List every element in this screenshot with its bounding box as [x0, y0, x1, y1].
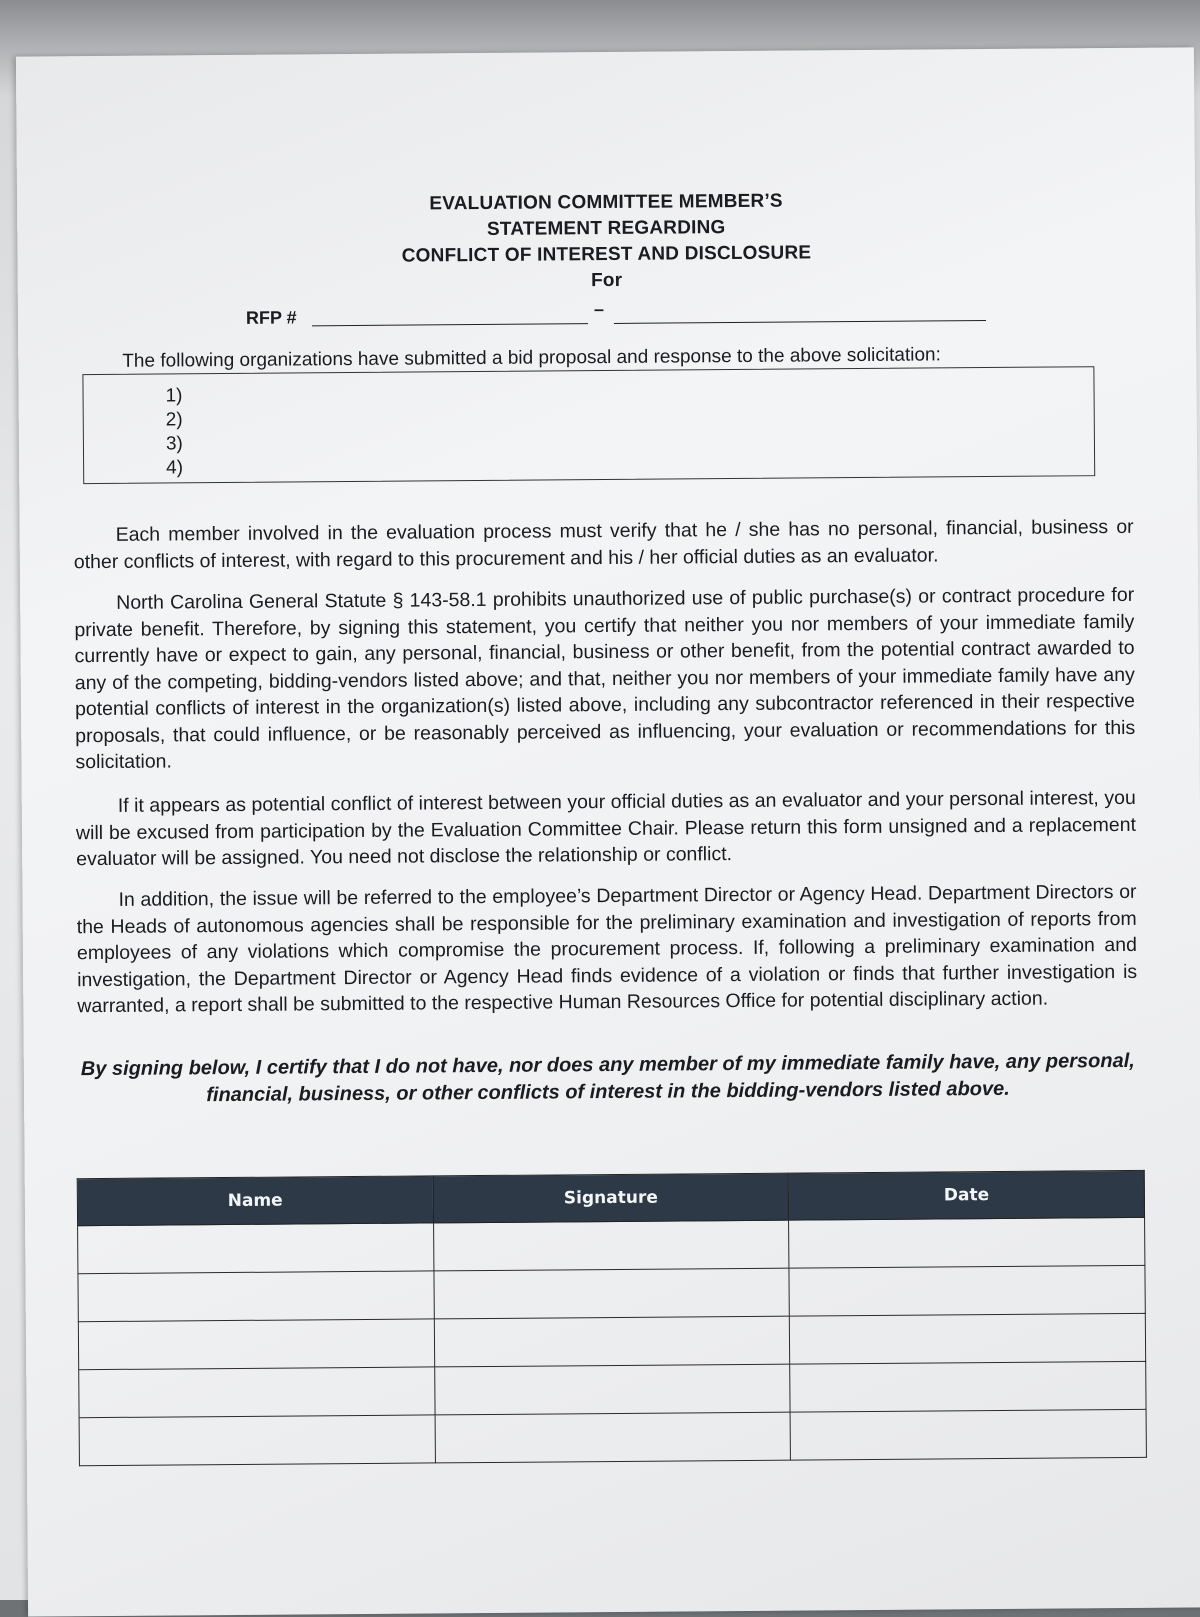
paragraph-verification: Each member involved in the evaluation process must verify that he / she has no personal, financial, business or other conflicts of interest, with regard to this procurement and his / her official duties as an evaluator.: [73, 515, 1134, 573]
rfp-title-field[interactable]: [614, 320, 986, 324]
table-row: [78, 1265, 1145, 1321]
signature-cell[interactable]: [435, 1412, 791, 1463]
title-line-3: CONFLICT OF INTEREST AND DISCLOSURE: [401, 242, 812, 267]
org-item-4[interactable]: 4): [166, 457, 184, 479]
date-cell[interactable]: [790, 1409, 1146, 1460]
organizations-box: [82, 366, 1095, 484]
rfp-number-field[interactable]: [312, 323, 588, 326]
header-signature: Signature: [433, 1173, 789, 1223]
org-item-1[interactable]: 1): [165, 385, 183, 407]
table-row: [78, 1313, 1145, 1369]
certification-statement: By signing below, I certify that I do not have, nor does any member of my immediate family have, any personal, financial, business, or other conflicts of interest in the bidding-vendors listed above.: [80, 1049, 1135, 1107]
organizations-intro: The following organizations have submitted a bid proposal and response to the above solicitation:: [122, 344, 941, 372]
header-date: Date: [788, 1170, 1144, 1220]
signature-cell[interactable]: [433, 1220, 789, 1271]
table-header-row: [77, 1170, 1144, 1225]
rfp-separator: –: [593, 299, 604, 320]
header-name: Name: [77, 1176, 433, 1226]
date-cell[interactable]: [789, 1217, 1145, 1268]
form-title: [17, 185, 1196, 298]
signature-cell[interactable]: [434, 1268, 790, 1319]
paragraph-referral: In addition, the issue will be referred to the employee’s Department Director or Agency Head. Department Directors or the Heads of autonomous agencies shall be responsible for the preliminary examination and investigation of reports from employees of any violations which compromise the procurement process. If, following a preliminary examination and investigation, the Department Director or Agency Head finds evidence of a violation or finds that further investigation is warranted, a report shall be submitted to the respective Human Resources Office for potential disciplinary action.: [76, 880, 1138, 1018]
org-item-3[interactable]: 3): [165, 433, 183, 455]
name-cell[interactable]: [78, 1319, 434, 1370]
date-cell[interactable]: [790, 1313, 1146, 1364]
rfp-label: RFP #: [245, 307, 297, 328]
org-item-2[interactable]: 2): [165, 409, 183, 431]
title-line-1: EVALUATION COMMITTEE MEMBER’S: [429, 190, 783, 215]
signature-cell[interactable]: [434, 1316, 790, 1367]
rfp-row: [245, 299, 986, 336]
table-row: [79, 1409, 1146, 1465]
name-cell[interactable]: [79, 1415, 435, 1466]
name-cell[interactable]: [78, 1223, 434, 1274]
date-cell[interactable]: [790, 1361, 1146, 1412]
table-row: [79, 1361, 1146, 1417]
name-cell[interactable]: [78, 1271, 434, 1322]
form-sheet: [16, 47, 1200, 1616]
paragraph-conflict: If it appears as potential conflict of interest between your official duties as an evaluator and your personal interest, you will be excused from participation by the Evaluation Committee Chair. Please return this form unsigned and a replacement evaluator will be assigned. You need not disclose the relationship or conflict.: [75, 786, 1137, 871]
table-row: [78, 1217, 1145, 1273]
signature-cell[interactable]: [434, 1364, 790, 1415]
signature-table: [77, 1170, 1147, 1466]
paragraph-statute: North Carolina General Statute § 143-58.1 prohibits unauthorized use of public purchase(s) or contract procedure for private benefit. Therefore, by signing this statement, you certify that neither you nor members of your immediate family currently have or expect to gain, any personal, financial, business or other benefit, from the potential contract awarded to any of the competing, bidding-vendors listed above; and that, neither you nor members of your immediate family have any potential conflicts of interest in the organization(s) listed above, including any subcontractor referenced in their respective proposals, that could influence, or be reasonably perceived as influencing, your evaluation or recommendations for this solicitation.: [74, 583, 1136, 774]
title-line-4: For: [590, 269, 623, 292]
name-cell[interactable]: [79, 1367, 435, 1418]
date-cell[interactable]: [789, 1265, 1145, 1316]
title-line-2: STATEMENT REGARDING: [486, 217, 726, 240]
